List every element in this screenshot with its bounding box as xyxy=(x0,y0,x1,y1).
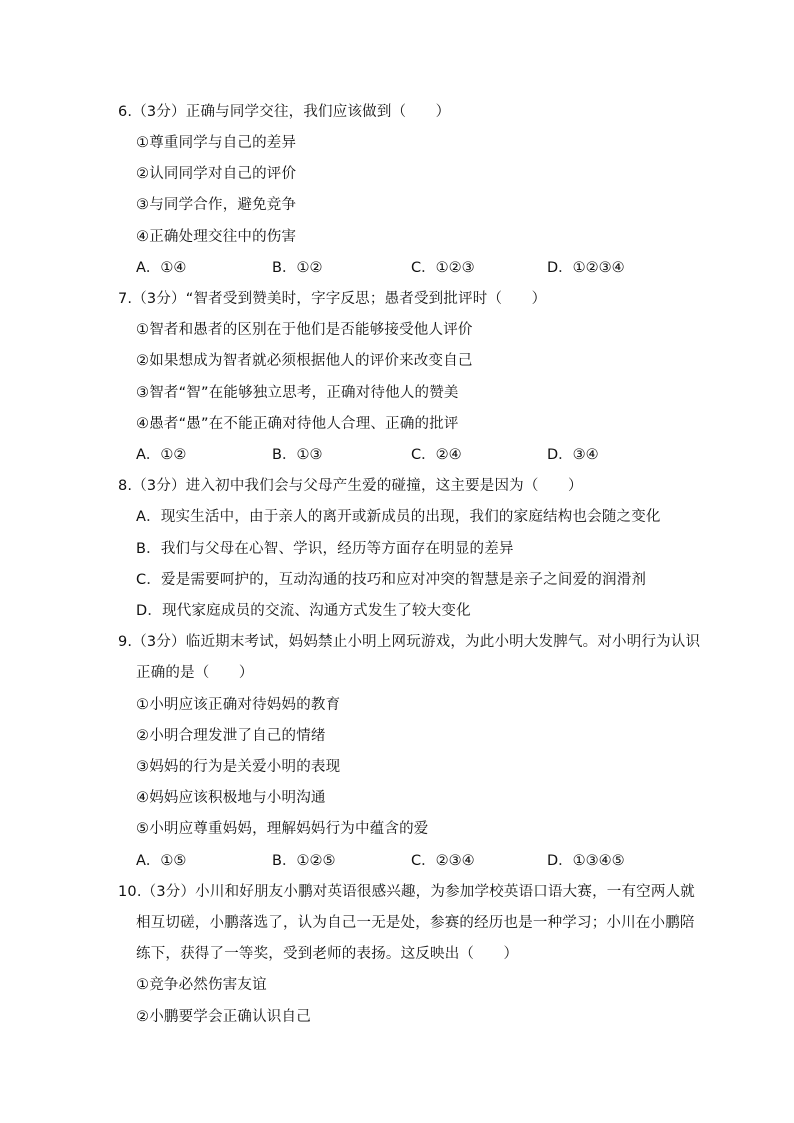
question-7-option-d: D．③④ xyxy=(547,447,599,463)
question-7-option-c: C．②④ xyxy=(411,447,462,463)
question-7-option-b: B．①③ xyxy=(272,447,323,463)
question-9-item-5: ⑤小明应尊重妈妈，理解妈妈行为中蕴含的爱 xyxy=(136,821,429,837)
question-6-stem: 6.（3分）正确与同学交往，我们应该做到（ ） xyxy=(118,104,451,120)
question-9-option-a: A．①⑤ xyxy=(136,853,187,869)
question-9-option-d: D．①③④⑤ xyxy=(547,853,625,869)
question-8-stem: 8.（3分）进入初中我们会与父母产生爱的碰撞，这主要是因为（ ） xyxy=(118,478,583,494)
question-9-item-1: ①小明应该正确对待妈妈的教育 xyxy=(136,697,341,713)
question-6-option-a: A．①④ xyxy=(136,260,187,276)
question-7-item-4: ④愚者“愚”在不能正确对待他人合理、正确的批评 xyxy=(136,416,459,432)
question-9-stem-line-2: 正确的是（ ） xyxy=(136,665,254,681)
question-7-item-2: ②如果想成为智者就必须根据他人的评价来改变自己 xyxy=(136,353,473,369)
question-7-option-a: A．①② xyxy=(136,447,187,463)
question-6-item-3: ③与同学合作，避免竞争 xyxy=(136,197,297,213)
question-10-item-1: ①竞争必然伤害友谊 xyxy=(136,977,267,993)
question-9-stem-line-1: 9.（3分）临近期末考试，妈妈禁止小明上网玩游戏，为此小明大发脾气。对小明行为认识 xyxy=(118,634,701,650)
question-10-stem-line-1: 10.（3分）小川和好朋友小鹏对英语很感兴趣，为参加学校英语口语大赛，一有空两人就 xyxy=(118,884,695,900)
question-9-item-3: ③妈妈的行为是关爱小明的表现 xyxy=(136,759,341,775)
question-8-option-c: C．爱是需要呵护的，互动沟通的技巧和应对冲突的智慧是亲子之间爱的润滑剂 xyxy=(136,572,647,588)
question-9-item-4: ④妈妈应该积极地与小明沟通 xyxy=(136,790,326,806)
question-7-stem: 7.（3分）“智者受到赞美时，字字反思；愚者受到批评时（ ） xyxy=(118,291,547,307)
question-6-item-2: ②认同同学对自己的评价 xyxy=(136,166,297,182)
question-6-option-b: B．①② xyxy=(272,260,323,276)
question-8-option-d: D．现代家庭成员的交流、沟通方式发生了较大变化 xyxy=(136,603,471,619)
question-10-stem-line-3: 练下，获得了一等奖，受到老师的表扬。这反映出（ ） xyxy=(136,946,519,962)
question-6-item-4: ④正确处理交往中的伤害 xyxy=(136,229,297,245)
question-6-option-c: C．①②③ xyxy=(411,260,475,276)
question-7-item-1: ①智者和愚者的区别在于他们是否能够接受他人评价 xyxy=(136,322,473,338)
question-6-option-d: D．①②③④ xyxy=(547,260,625,276)
question-8-option-b: B．我们与父母在心智、学识，经历等方面存在明显的差异 xyxy=(136,541,514,557)
question-9-option-b: B．①②⑤ xyxy=(272,853,336,869)
question-10-stem-line-2: 相互切磋，小鹏落选了，认为自己一无是处，参赛的经历也是一种学习；小川在小鹏陪 xyxy=(136,915,695,931)
question-9-option-c: C．②③④ xyxy=(411,853,475,869)
question-10-item-2: ②小鹏要学会正确认识自己 xyxy=(136,1009,311,1025)
question-8-option-a: A．现实生活中，由于亲人的离开或新成员的出现，我们的家庭结构也会随之变化 xyxy=(136,509,661,525)
question-7-item-3: ③智者“智”在能够独立思考，正确对待他人的赞美 xyxy=(136,385,459,401)
question-9-item-2: ②小明合理发泄了自己的情绪 xyxy=(136,728,326,744)
question-6-item-1: ①尊重同学与自己的差异 xyxy=(136,135,297,151)
